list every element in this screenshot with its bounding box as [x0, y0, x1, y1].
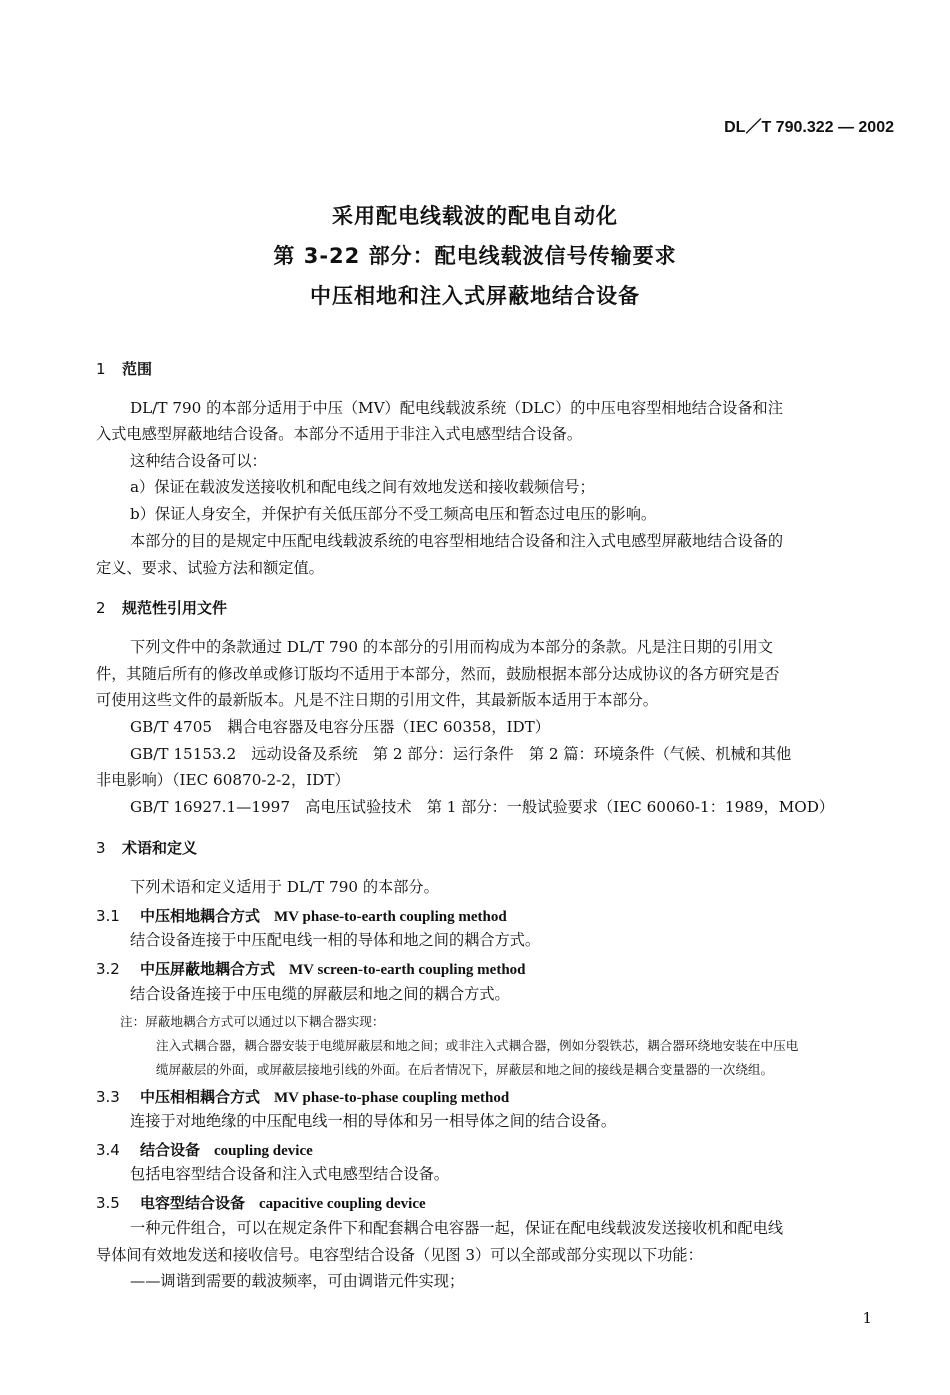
term-english: MV phase-to-phase coupling method	[274, 1090, 510, 1106]
term-definition: ——调谐到需要的载波频率，可由调谐元件实现；	[130, 1272, 465, 1290]
term-definition: 连接于对地绝缘的中压配电线一相的导体和另一相导体之间的结合设备。	[130, 1112, 616, 1130]
note-line: 注入式耦合器，耦合器安装于电缆屏蔽层和地之间；或非注入式耦合器，例如分裂铁芯，耦合器环绕地安装在中压电	[156, 1038, 799, 1053]
term-number: 3.3	[96, 1088, 120, 1106]
term-english: MV phase-to-earth coupling method	[274, 909, 507, 925]
term-definition: 结合设备连接于中压电缆的屏蔽层和地之间的耦合方式。	[130, 985, 510, 1003]
section-2-heading	[96, 597, 227, 618]
term-definition: 导体间有效地发送和接收信号。电容型结合设备（见图 3）可以全部或部分实现以下功能：	[96, 1246, 703, 1264]
paragraph-line: 这种结合设备可以：	[130, 452, 267, 470]
paragraph-line: 下列文件中的条款通过 DL/T 790 的本部分的引用而构成为本部分的条款。凡是注日期的引用文	[130, 638, 773, 656]
list-item-b: b）保证人身安全，并保护有关低压部分不受工频高电压和暂态过电压的影响。	[130, 505, 657, 523]
document-title-line-1: 采用配电线载波的配电自动化	[332, 204, 618, 228]
section-1-heading	[96, 358, 152, 379]
term-chinese: 结合设备	[140, 1141, 201, 1159]
term-chinese: 中压相地耦合方式	[140, 907, 261, 925]
section-number: 1	[96, 360, 106, 378]
paragraph-line: DL/T 790 的本部分适用于中压（MV）配电线载波系统（DLC）的中压电容型相地结合设备和注	[130, 399, 783, 417]
section-number: 2	[96, 599, 106, 617]
term-3-2	[96, 958, 526, 979]
term-english: capacitive coupling device	[259, 1196, 426, 1212]
reference-item: GB/T 16927.1—1997 高电压试验技术 第 1 部分：一般试验要求（IEC 60060-1：1989，MOD）	[130, 798, 835, 816]
term-3-3	[96, 1086, 509, 1107]
term-3-4	[96, 1139, 313, 1160]
paragraph-line: 件，其随后所有的修改单或修订版均不适用于本部分，然而，鼓励根据本部分达成协议的各方研究是否	[96, 665, 780, 683]
term-definition: 结合设备连接于中压配电线一相的导体和地之间的耦合方式。	[130, 931, 541, 949]
document-title-line-3: 中压相地和注入式屏蔽地结合设备	[310, 284, 640, 308]
term-english: coupling device	[214, 1143, 313, 1159]
paragraph-line: 定义、要求、试验方法和额定值。	[96, 559, 324, 577]
paragraph-line: 入式电感型屏蔽地结合设备。本部分不适用于非注入式电感型结合设备。	[96, 425, 582, 443]
list-item-a: a）保证在载波发送接收机和配电线之间有效地发送和接收载频信号；	[130, 478, 595, 496]
page-number: 1	[862, 1309, 872, 1327]
section-title: 范围	[122, 360, 153, 378]
term-number: 3.1	[96, 907, 120, 925]
paragraph-line: 本部分的目的是规定中压配电线载波系统的电容型相地结合设备和注入式电感型屏蔽地结合设备的	[130, 532, 784, 550]
reference-item-continued: 非电影响）（IEC 60870-2-2，IDT）	[96, 771, 350, 789]
note-label: 注：屏蔽地耦合方式可以通过以下耦合器实现：	[120, 1014, 385, 1029]
term-english: MV screen-to-earth coupling method	[289, 962, 526, 978]
term-chinese: 中压相相耦合方式	[140, 1088, 261, 1106]
note-line: 缆屏蔽层的外面，或屏蔽层接地引线的外面。在后者情况下，屏蔽层和地之间的接线是耦合变量器的一次绕组。	[156, 1062, 774, 1077]
section-title: 术语和定义	[122, 839, 198, 857]
term-3-1	[96, 905, 507, 926]
term-number: 3.5	[96, 1194, 120, 1212]
term-3-5	[96, 1192, 426, 1213]
term-definition: 一种元件组合，可以在规定条件下和配套耦合电容器一起，保证在配电线载波发送接收机和配电线	[130, 1219, 784, 1237]
section-title: 规范性引用文件	[122, 599, 228, 617]
paragraph-line: 可使用这些文件的最新版本。凡是不注日期的引用文件，其最新版本适用于本部分。	[96, 691, 658, 709]
term-chinese: 中压屏蔽地耦合方式	[140, 960, 276, 978]
section-3-heading	[96, 837, 197, 858]
reference-item: GB/T 15153.2 远动设备及系统 第 2 部分：运行条件 第 2 篇：环境条件（气候、机械和其他	[130, 745, 792, 763]
document-title-line-2: 第 3-22 部分：配电线载波信号传输要求	[273, 244, 677, 268]
paragraph-line: 下列术语和定义适用于 DL/T 790 的本部分。	[130, 878, 439, 896]
section-number: 3	[96, 839, 106, 857]
term-number: 3.2	[96, 960, 120, 978]
term-definition: 包括电容型结合设备和注入式电感型结合设备。	[130, 1165, 449, 1183]
standard-code: DL／T 790.322 — 2002	[724, 119, 894, 136]
reference-item: GB/T 4705 耦合电容器及电容分压器（IEC 60358，IDT）	[130, 718, 550, 736]
term-chinese: 电容型结合设备	[140, 1194, 246, 1212]
term-number: 3.4	[96, 1141, 120, 1159]
